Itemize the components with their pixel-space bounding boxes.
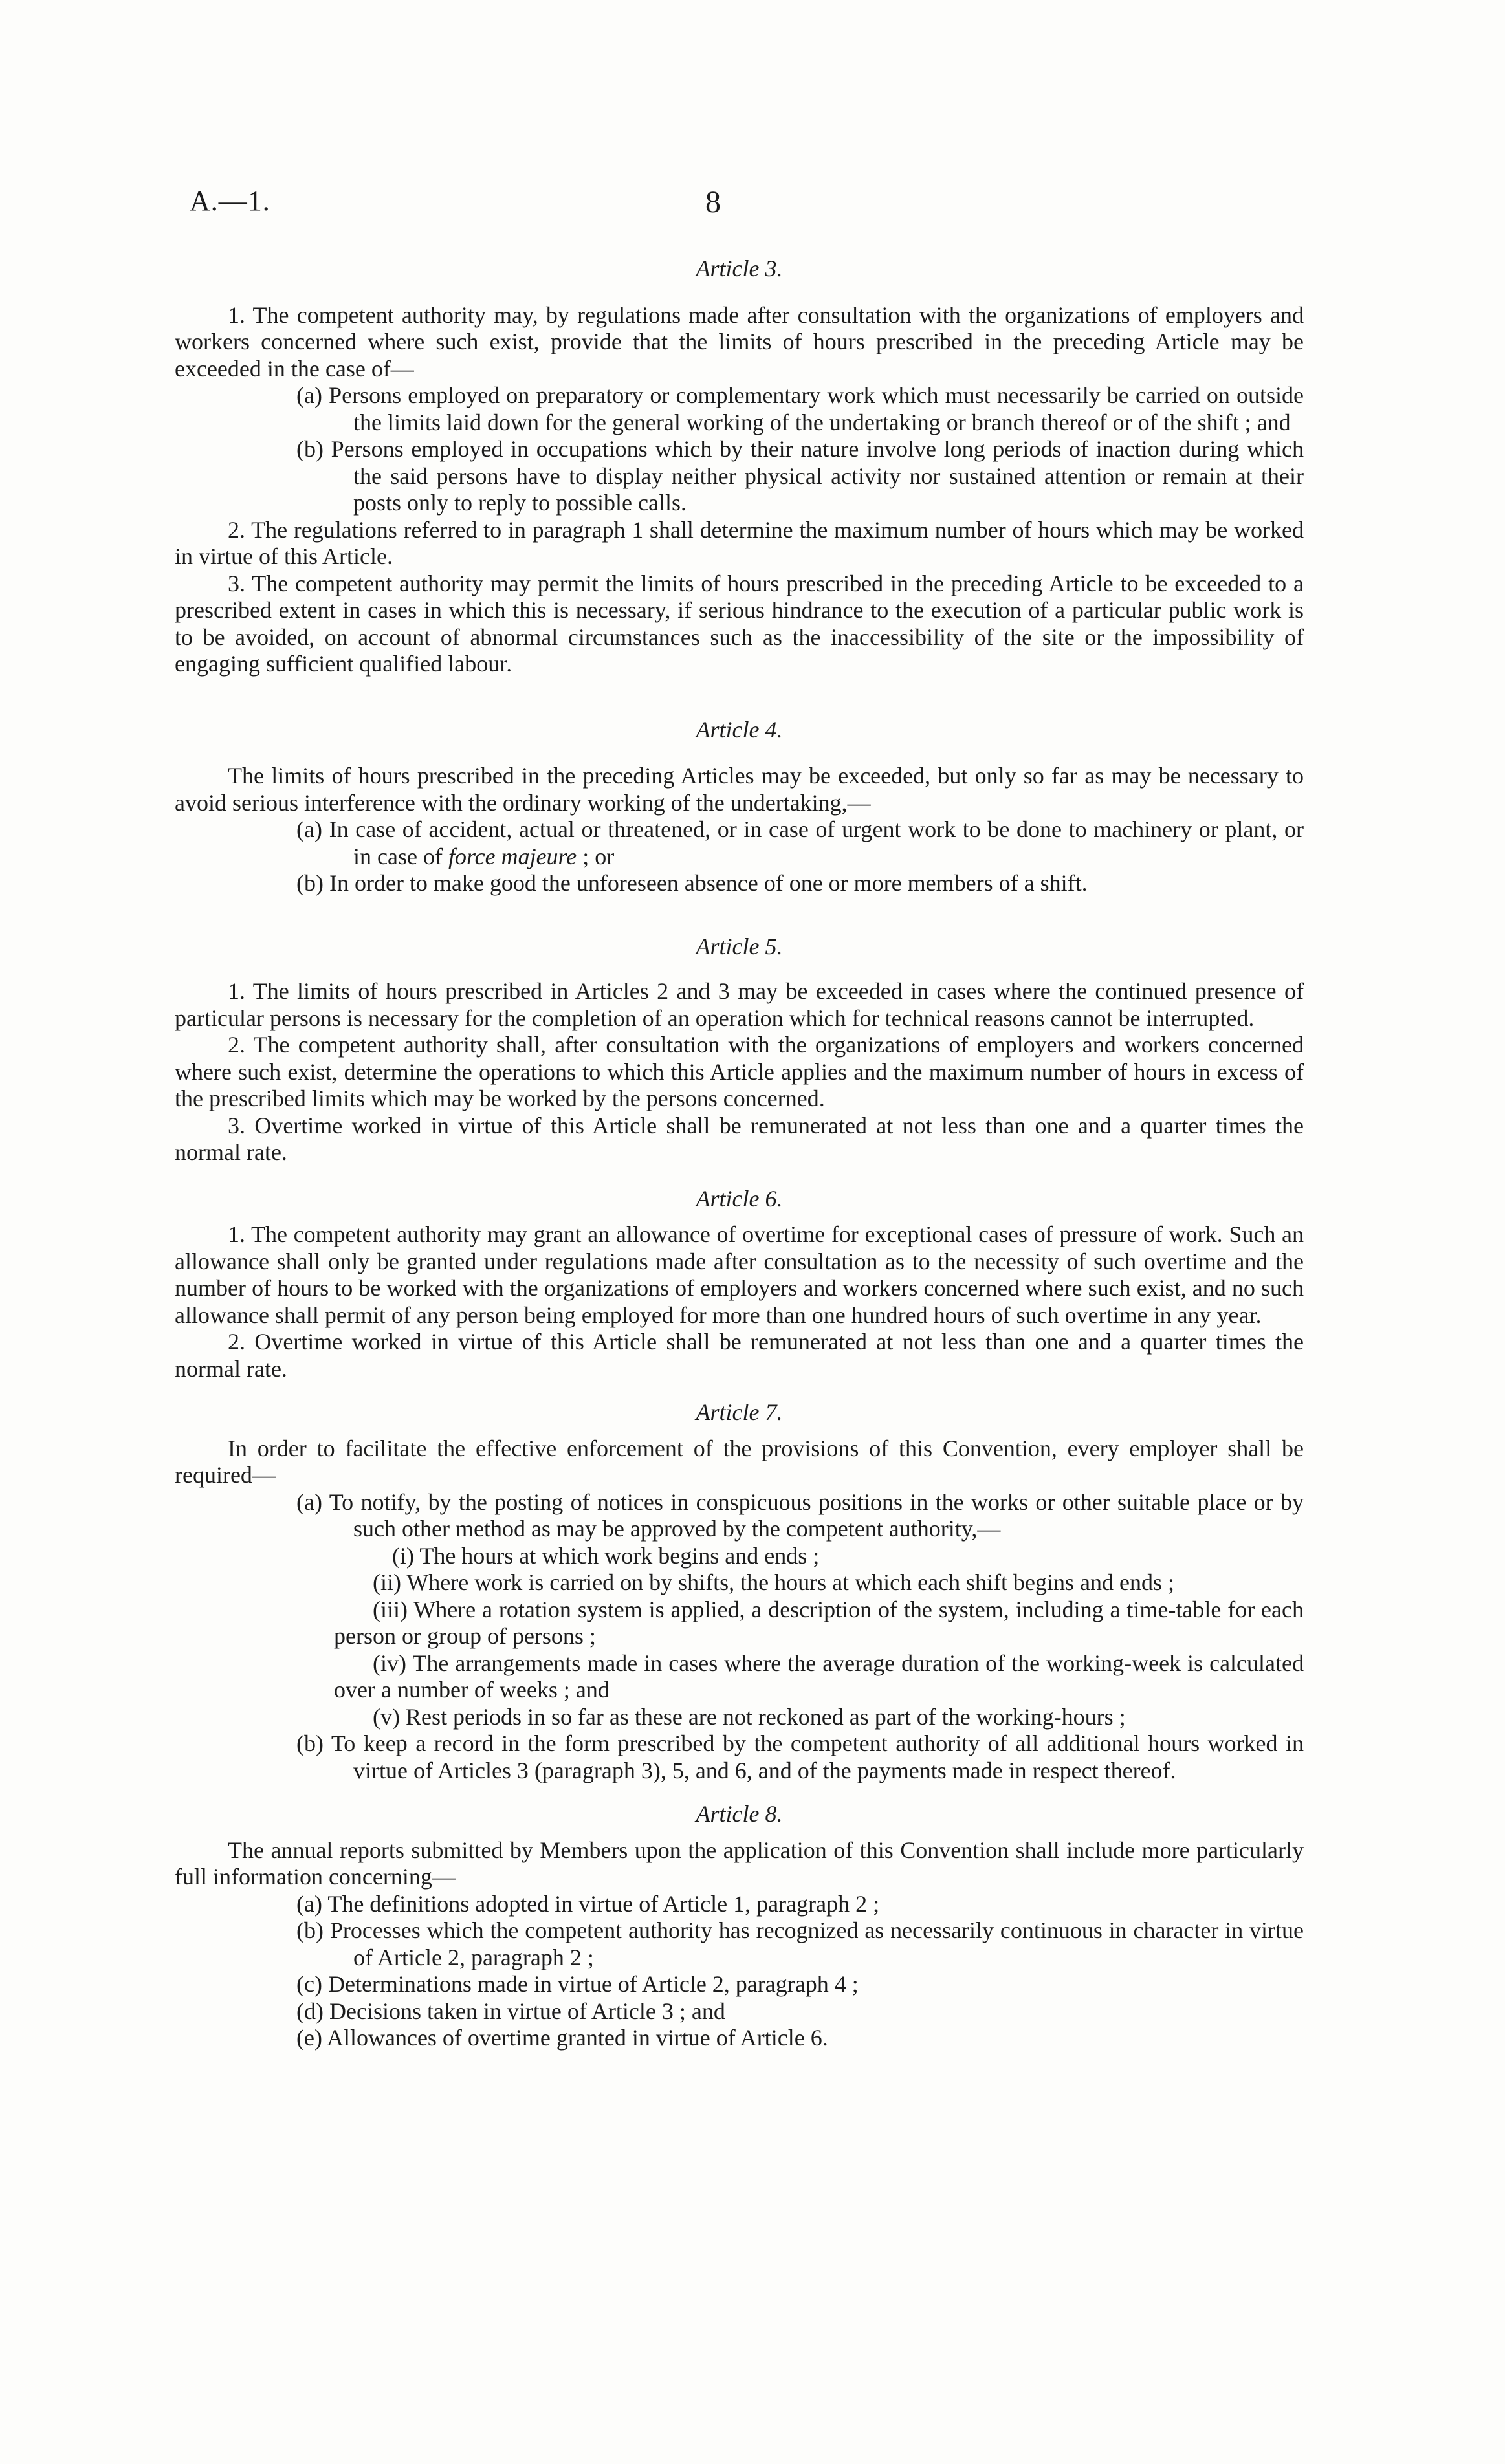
sub-item: (i) The hours at which work begins and ends ; — [392, 1542, 820, 1569]
item-label: (e) — [296, 2025, 322, 2051]
paragraph: 1. The limits of hours prescribed in Articles 2 and 3 may be exceeded in cases where the continued presence of particular persons is necessary for the completion of an operation which for technical reasons cannot be interrupted. — [175, 978, 1304, 1031]
item-text: The definitions adopted in virtue of Article 1, paragraph 2 ; — [327, 1890, 880, 1917]
article-4 — [175, 717, 1304, 897]
article-8 — [175, 1801, 1304, 2052]
item-text-end: ; or — [577, 843, 615, 869]
paragraph: 3. Overtime worked in virtue of this Article shall be remunerated at not less than one and a quarter times the normal rate. — [175, 1112, 1304, 1165]
item-text: Determinations made in virtue of Article 2, paragraph 4 ; — [327, 1971, 859, 1997]
article-6 — [175, 1186, 1304, 1383]
article-3 — [175, 256, 1304, 678]
article-heading: Article 5. — [696, 933, 783, 959]
item-text: Processes which the competent authority has recognized as necessarily continuous in character in virtue of Article 2, paragraph 2 ; — [329, 1917, 1304, 1970]
item-label: (b) — [296, 1730, 324, 1756]
list-item — [175, 1489, 1304, 1543]
paragraph: The annual reports submitted by Members upon the application of this Convention shall include more particularly full information concerning— — [175, 1837, 1304, 1890]
article-7 — [175, 1399, 1304, 1784]
item-text: Persons employed on preparatory or complementary work which must necessarily be carried on outside the limits laid down for the general working of the undertaking or branch thereof or of the shift ; and — [329, 382, 1304, 435]
item-text: Persons employed in occupations which by their nature involve long periods of inaction during which the said persons have to display neither physical activity nor sustained attention or remain at their posts only to reply to possible calls. — [331, 436, 1304, 516]
item-label: (b) — [296, 1917, 324, 1943]
item-label: (a) — [296, 816, 322, 842]
paragraph: 2. Overtime worked in virtue of this Article shall be remunerated at not less than one and a quarter times the normal rate. — [175, 1329, 1304, 1382]
item-text: Decisions taken in virtue of Article 3 ; and — [329, 1998, 725, 2024]
item-label: (a) — [296, 1488, 322, 1515]
paragraph: The limits of hours prescribed in the preceding Articles may be exceeded, but only so far as may be necessary to avoid serious interference with the ordinary working of the undertaking,— — [175, 763, 1304, 816]
item-text: Allowances of overtime granted in virtue of Article 6. — [326, 2025, 828, 2051]
paragraph: 3. The competent authority may permit the limits of hours prescribed in the preceding Article to be exceeded to a prescribed extent in cases in which this is necessary, if serious hindrance to the execution of a particular public work is to be avoided, on account of abnormal circumstances such as the inaccessibility of the site or the impossibility of engaging sufficient qualified labour. — [175, 570, 1304, 677]
article-heading: Article 4. — [696, 716, 783, 743]
document-reference: A.—1. — [190, 185, 270, 217]
list-item — [175, 382, 1304, 436]
item-text: To keep a record in the form prescribed by the competent authority of all additional hours worked in virtue of Articles 3 (paragraph 3), 5, and 6, and of the payments made in respect thereof. — [331, 1730, 1304, 1783]
article-5 — [175, 933, 1304, 1166]
paragraph: 1. The competent authority may grant an allowance of overtime for exceptional cases of pressure of work. Such an allowance shall only be granted under regulations made after consultation as to the necessity of such overtime and the number of hours to be worked with the organizations of employers and workers concerned where such exist, and no such allowance shall permit of any person being employed for more than one hundred hours of such overtime in any year. — [175, 1221, 1304, 1328]
list-item — [175, 1917, 1304, 1971]
item-text: To notify, by the posting of notices in conspicuous positions in the works or other suitable place or by such other method as may be approved by the competent authority,— — [329, 1488, 1304, 1542]
list-item — [175, 1891, 1304, 1918]
list-item — [175, 870, 1304, 897]
italic-phrase: force majeure — [448, 843, 577, 869]
item-text: In case of accident, actual or threatened, or in case of urgent work to be done to machinery or plant, or in case of — [329, 816, 1304, 869]
sub-item: (ii) Where work is carried on by shifts, the hours at which each shift begins and ends ; — [373, 1569, 1175, 1595]
document-body — [175, 256, 1304, 2052]
paragraph: 1. The competent authority may, by regulations made after consultation with the organizations of employers and workers concerned where such exist, provide that the limits of hours prescribed in the preceding Article may be exceeded in the case of— — [175, 301, 1304, 382]
page-number: 8 — [705, 185, 721, 219]
list-item — [175, 1998, 1304, 2025]
list-item — [175, 1730, 1304, 1784]
list-item — [175, 1971, 1304, 1998]
item-label: (c) — [296, 1971, 322, 1997]
list-item — [175, 2025, 1304, 2052]
item-label: (a) — [296, 1890, 322, 1917]
sub-item: (iv) The arrangements made in cases where the average duration of the working-week is calculated over a number of weeks ; and — [334, 1650, 1304, 1703]
item-label: (b) — [296, 870, 324, 896]
sub-item: (iii) Where a rotation system is applied, a description of the system, including a time-table for each person or group of persons ; — [334, 1596, 1304, 1649]
sub-item: (v) Rest periods in so far as these are not reckoned as part of the working-hours ; — [373, 1703, 1126, 1730]
article-heading: Article 3. — [696, 256, 783, 281]
list-item — [175, 436, 1304, 517]
item-text: In order to make good the unforeseen absence of one or more members of a shift. — [329, 870, 1088, 896]
paragraph: In order to facilitate the effective enforcement of the provisions of this Convention, every employer shall be required— — [175, 1435, 1304, 1488]
article-heading: Article 8. — [696, 1801, 783, 1827]
article-heading: Article 6. — [696, 1185, 783, 1212]
item-label: (b) — [296, 436, 324, 462]
item-label: (a) — [296, 382, 322, 408]
paragraph: 2. The regulations referred to in paragraph 1 shall determine the maximum number of hours which may be worked in virtue of this Article. — [175, 516, 1304, 569]
list-item — [175, 816, 1304, 870]
paragraph: 2. The competent authority shall, after consultation with the organizations of employers and workers concerned where such exist, determine the operations to which this Article applies and the maximum number of hours in excess of the prescribed limits which may be worked by the persons concerned. — [175, 1032, 1304, 1111]
item-label: (d) — [296, 1998, 324, 2024]
article-heading: Article 7. — [696, 1399, 783, 1425]
